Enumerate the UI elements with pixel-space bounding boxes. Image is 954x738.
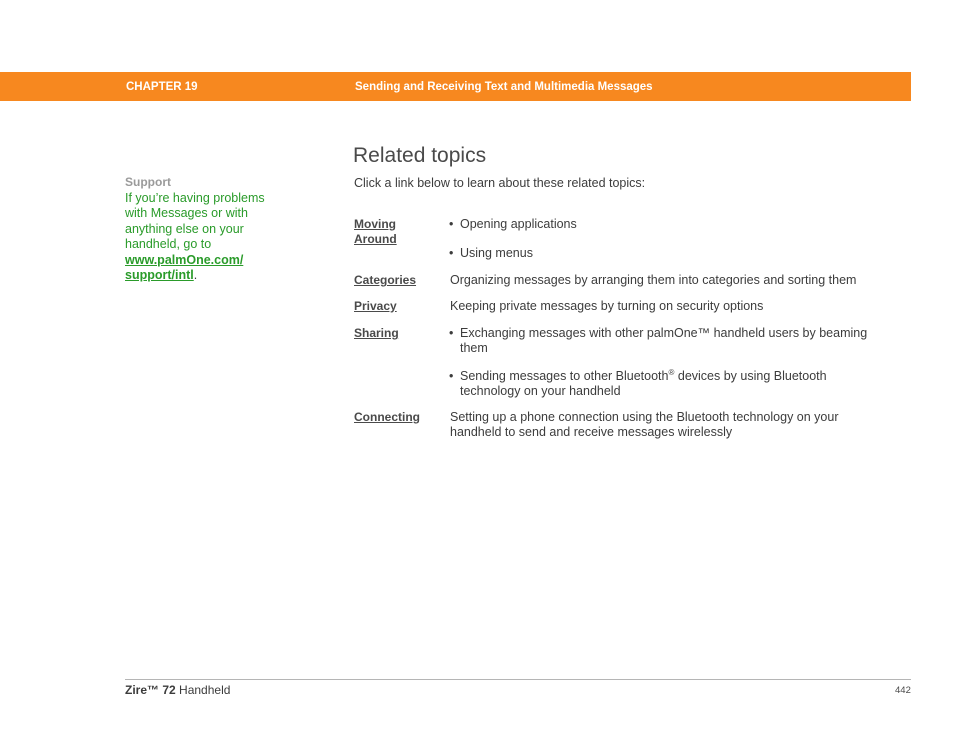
chapter-number: CHAPTER 19 (126, 81, 198, 93)
moving-bullet-1-text: Opening applications (460, 217, 577, 231)
moving-bullet-1 (449, 217, 889, 232)
connecting-line2: handheld to send and receive messages wirelessly (450, 424, 733, 439)
moving-around-link-line1: Moving (354, 217, 396, 231)
sharing-bullet-2 (449, 369, 889, 398)
support-link-line1: www.palmOne.com/ (125, 252, 244, 267)
bullet-dot: • (449, 369, 454, 383)
moving-bullet-2 (449, 246, 889, 261)
sharing-bullet-2-line2: technology on your handheld (460, 383, 621, 398)
sharing-bullet-2-pre: Sending messages to other Bluetooth (460, 369, 669, 383)
page-number: 442 (895, 685, 911, 696)
footer-product-suffix: Handheld (175, 683, 231, 697)
sharing-bullet-1-line2: them (460, 340, 488, 355)
connecting-link[interactable]: Connecting (354, 410, 420, 424)
sharing-bullet-2-post: devices by using Bluetooth (674, 369, 827, 383)
moving-around-link-line2: Around (354, 232, 397, 246)
privacy-description: Keeping private messages by turning on security options (450, 299, 764, 313)
bullet-dot: • (449, 326, 454, 340)
sharing-bullet-1-line1: Exchanging messages with other palmOne™ handheld users by beaming (460, 326, 868, 340)
sharing-bullet-1 (449, 326, 889, 355)
bullet-dot: • (449, 246, 454, 260)
support-sidebar (125, 175, 285, 284)
sidebar-heading: Support (125, 175, 171, 189)
footer-divider (125, 679, 911, 680)
sidebar-body: If you’re having problems with Messages or with anything else on your handheld, go to (125, 190, 265, 251)
connecting-line1: Setting up a phone connection using the Bluetooth technology on your (450, 410, 839, 424)
moving-bullet-2-text: Using menus (460, 246, 533, 260)
sidebar-text (125, 191, 285, 284)
intro-text: Click a link below to learn about these related topics: (354, 176, 646, 190)
sidebar-period: . (193, 268, 198, 282)
categories-description: Organizing messages by arranging them into categories and sorting them (450, 273, 857, 287)
footer-product-name: Zire™ 72 (125, 683, 176, 697)
moving-around-link[interactable] (354, 217, 434, 247)
page-title: Related topics (353, 144, 487, 167)
support-link[interactable] (125, 253, 243, 283)
support-link-line2: support/intl (125, 268, 194, 282)
registered-mark: ® (668, 367, 675, 377)
connecting-description (450, 410, 890, 439)
sharing-link[interactable]: Sharing (354, 326, 399, 340)
chapter-title: Sending and Receiving Text and Multimedia Messages (355, 81, 653, 93)
bullet-dot: • (449, 217, 454, 231)
footer-product (125, 683, 230, 697)
categories-link[interactable]: Categories (354, 273, 417, 287)
privacy-link[interactable]: Privacy (354, 299, 397, 313)
